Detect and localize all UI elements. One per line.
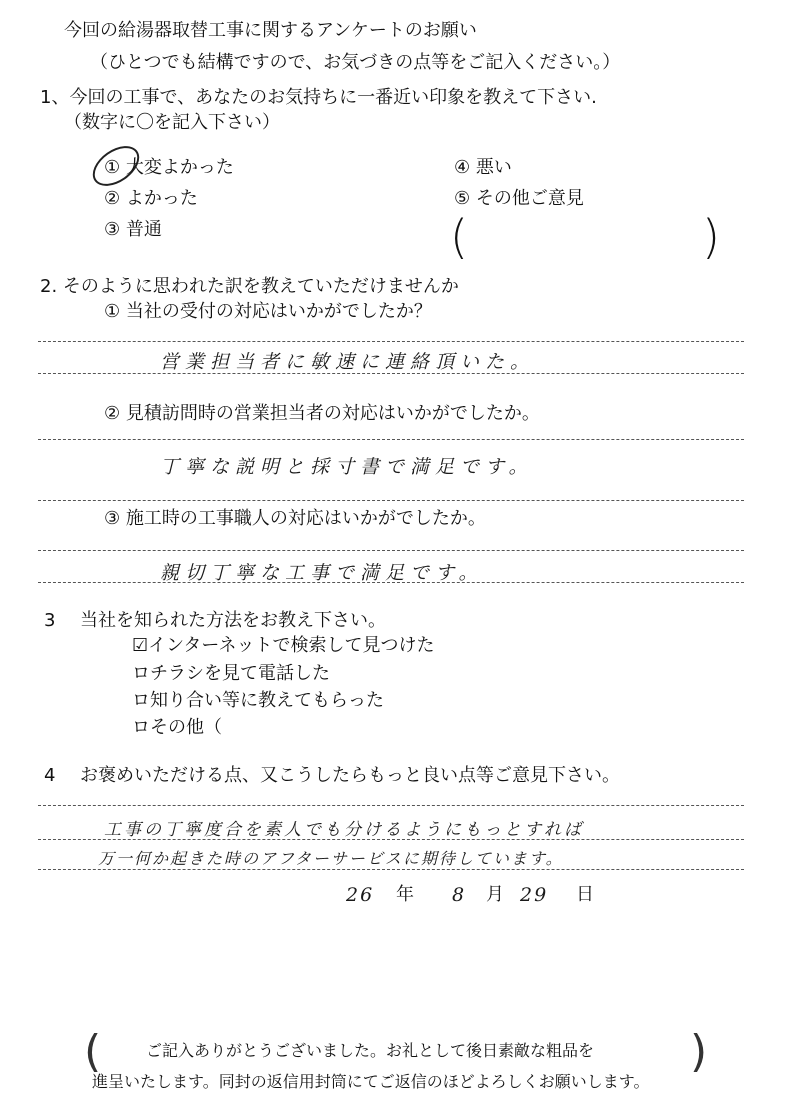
q3-question: 当社を知られた方法をお教え下さい。	[80, 610, 386, 631]
q1-option-1[interactable]: ① 大変よかった	[104, 157, 234, 178]
q3-option-flyer[interactable]: ロチラシを見て電話した	[132, 663, 330, 684]
answer-line	[38, 839, 744, 840]
q4-number: 4	[44, 765, 56, 786]
q1-option-5[interactable]: ⑤ その他ご意見	[454, 188, 584, 209]
answer-line	[38, 439, 744, 440]
q2-sub1: ① 当社の受付の対応はいかがでしたか？	[104, 301, 432, 322]
q3-option-referral[interactable]: ロ知り合い等に教えてもらった	[132, 690, 384, 711]
q1-option-3[interactable]: ③ 普通	[104, 219, 162, 240]
survey-subtitle: （ひとつでも結構ですので、お気づきの点等をご記入ください。）	[90, 52, 621, 73]
answer-line	[38, 805, 744, 806]
date-year-value[interactable]: 26	[346, 884, 375, 906]
q2-answer1[interactable]: 営業担当者に敏速に連絡頂いた。	[160, 351, 536, 373]
q3-option-other[interactable]: ロその他（	[132, 717, 222, 738]
answer-line	[38, 582, 744, 583]
date-day-value[interactable]: 29	[520, 884, 549, 906]
survey-title: 今回の給湯器取替工事に関するアンケートのお願い	[64, 20, 477, 41]
answer-line	[38, 500, 744, 501]
footer-bracket-right: )	[690, 1026, 708, 1077]
q2-answer3[interactable]: 親切丁寧な工事で満足です。	[160, 562, 484, 584]
q1-option-4[interactable]: ④ 悪い	[454, 157, 512, 178]
q2-sub2: ② 見積訪問時の営業担当者の対応はいかがでしたか。	[104, 403, 540, 424]
answer-line	[38, 869, 744, 870]
footer-bracket-left: (	[84, 1026, 102, 1077]
q2-sub3: ③ 施工時の工事職人の対応はいかがでしたか。	[104, 508, 486, 529]
q4-answer-line1[interactable]: 工事の丁寧度合を素人でも分けるようにもっとすれば	[104, 820, 584, 840]
answer-line	[38, 341, 744, 342]
q3-number: 3	[44, 610, 56, 631]
date-day-label: 日	[576, 884, 594, 905]
answer-line	[38, 550, 744, 551]
q1-instruction: （数字に〇を記入下さい）	[64, 112, 280, 133]
q1-other-close-paren: )	[702, 210, 720, 264]
q4-question: お褒めいただける点、又こうしたらもっと良い点等ご意見下さい。	[80, 765, 620, 786]
q2-answer2[interactable]: 丁寧な説明と採寸書で満足です。	[160, 456, 534, 478]
q3-option-internet[interactable]: ☑インターネットで検索して見つけた	[132, 635, 435, 656]
q1-other-open-paren: (	[450, 210, 468, 264]
date-month-value[interactable]: 8	[452, 884, 467, 906]
q1-option-2[interactable]: ② よかった	[104, 188, 198, 209]
date-year-label: 年	[396, 884, 414, 905]
footer-line2: 進呈いたします。同封の返信用封筒にてご返信のほどよろしくお願いします。	[92, 1072, 650, 1091]
answer-line	[38, 373, 744, 374]
q4-answer-line2[interactable]: 万一何か起きた時のアフターサービスに期待しています。	[98, 849, 564, 868]
footer-line1: ご記入ありがとうございました。お礼として後日素敵な粗品を	[146, 1041, 595, 1060]
date-month-label: 月	[486, 884, 504, 905]
q2-question: 2. そのように思われた訳を教えていただけませんか	[40, 276, 459, 297]
q1-question: 1、今回の工事で、あなたのお気持ちに一番近い印象を教えて下さい.	[40, 87, 597, 108]
